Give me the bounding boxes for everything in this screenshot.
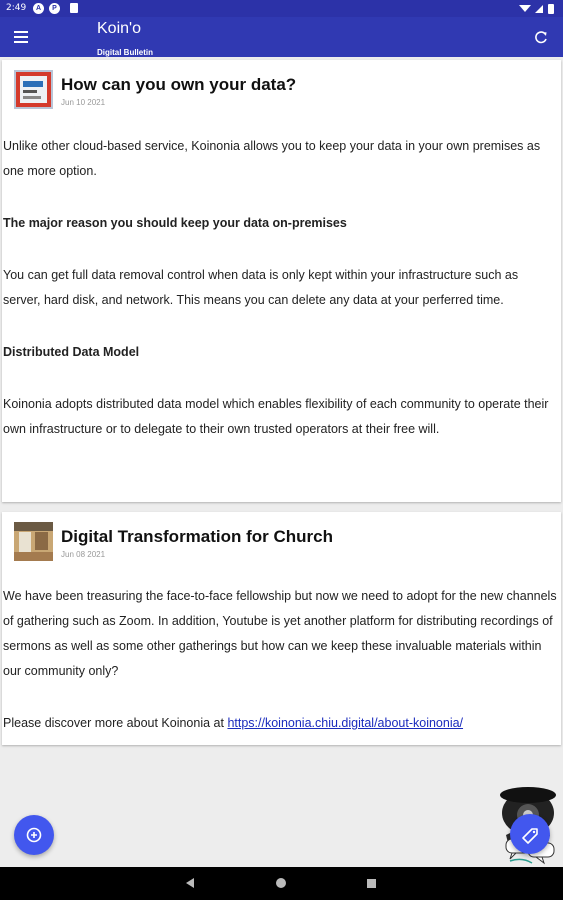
tag-fab-button[interactable] xyxy=(510,814,550,854)
signal-icon xyxy=(535,5,543,13)
battery-icon xyxy=(548,4,554,14)
post-card[interactable] xyxy=(2,512,561,745)
app-title: Koin'o xyxy=(97,20,141,37)
status-time: 2:49 xyxy=(6,3,27,13)
post-paragraph xyxy=(3,711,557,736)
app-subtitle: Digital Bulletin xyxy=(97,48,153,57)
notification-a-icon: A xyxy=(33,3,44,14)
add-fab-button[interactable] xyxy=(14,815,54,855)
post-link-intro: Please discover more about Koinonia at xyxy=(3,716,228,730)
home-icon[interactable] xyxy=(276,878,286,888)
post-heading: The major reason you should keep your data on-premises xyxy=(3,216,347,230)
notification-p-icon: P xyxy=(49,3,60,14)
post-date: Jun 08 2021 xyxy=(61,550,106,559)
feed[interactable] xyxy=(0,57,563,867)
about-koinonia-link[interactable]: https://koinonia.chiu.digital/about-koinonia/ xyxy=(227,716,464,730)
post-card[interactable] xyxy=(2,60,561,502)
post-paragraph: Unlike other cloud-based service, Koinonia allows you to keep your data in your own premises as one more option. xyxy=(3,139,541,178)
post-thumbnail xyxy=(14,70,53,109)
post-body xyxy=(3,584,557,736)
tag-icon xyxy=(510,814,550,854)
system-nav-bar xyxy=(0,867,563,900)
refresh-icon[interactable] xyxy=(533,29,549,45)
notification-card-icon xyxy=(70,3,78,13)
status-bar xyxy=(0,0,563,17)
recent-apps-icon[interactable] xyxy=(367,879,376,888)
add-circle-icon xyxy=(14,815,54,855)
post-date: Jun 10 2021 xyxy=(61,98,106,107)
post-title[interactable]: How can you own your data? xyxy=(61,75,297,94)
post-title[interactable]: Digital Transformation for Church xyxy=(61,527,334,546)
post-paragraph: We have been treasuring the face-to-face fellowship but now we need to adopt for the new channels of gathering such as Zoom. In addition, Youtube is yet another platform for distributing recordings of sermons as well as some other gatherings but how can we keep these invaluable materials within our community only? xyxy=(3,589,557,678)
post-paragraph: You can get full data removal control when data is only kept within your infrastructure such as server, hard disk, and network. This means you can delete any data at your perferred time. xyxy=(3,268,519,307)
menu-icon[interactable] xyxy=(14,31,28,43)
post-thumbnail xyxy=(14,522,53,561)
back-icon[interactable] xyxy=(186,878,194,888)
post-body xyxy=(3,134,557,442)
post-heading: Distributed Data Model xyxy=(3,345,140,359)
post-paragraph: Koinonia adopts distributed data model which enables flexibility of each community to operate their own infrastructure or to delegate to their own trusted operators at their free will. xyxy=(3,397,549,436)
wifi-icon xyxy=(519,5,531,12)
status-icons xyxy=(517,2,557,15)
app-bar xyxy=(0,17,563,57)
